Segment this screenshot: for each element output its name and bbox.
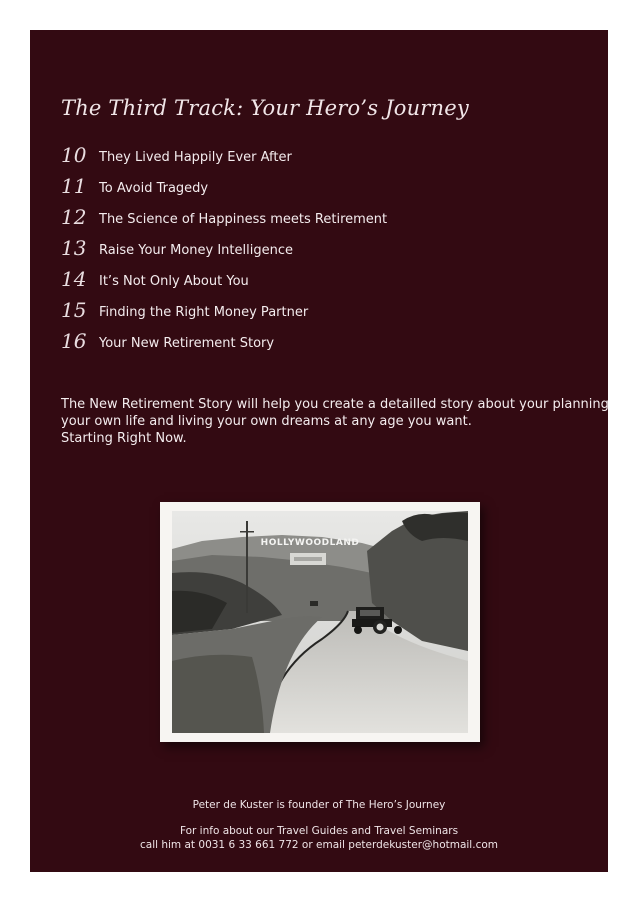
intro-line: Starting Right Now. xyxy=(61,431,187,446)
chapter-item xyxy=(61,235,387,266)
chapter-title: Finding the Right Money Partner xyxy=(99,305,309,320)
chapter-list xyxy=(61,142,387,359)
chapter-item xyxy=(61,142,387,173)
chapter-number: 14 xyxy=(61,266,87,291)
page-panel xyxy=(30,30,608,872)
chapter-title: To Avoid Tragedy xyxy=(99,181,209,196)
chapter-number: 15 xyxy=(61,297,87,322)
chapter-item xyxy=(61,328,387,359)
chapter-item xyxy=(61,204,387,235)
section-title: The Third Track: Your Hero’s Journey xyxy=(61,96,469,120)
chapter-title: It’s Not Only About You xyxy=(99,274,249,289)
photo-sign: HOLLYWOODLAND xyxy=(260,538,360,548)
intro-line: The New Retirement Story will help you create a detailled story about your planning xyxy=(61,397,609,412)
chapter-item xyxy=(61,173,387,204)
chapter-number: 13 xyxy=(61,235,87,260)
chapter-item xyxy=(61,266,387,297)
intro-paragraph xyxy=(61,396,609,447)
chapter-number: 12 xyxy=(61,204,87,229)
chapter-item xyxy=(61,297,387,328)
footer-info: For info about our Travel Guides and Travel Seminars xyxy=(179,825,459,837)
footer-founder: Peter de Kuster is founder of The Hero’s Journey xyxy=(192,799,446,811)
footer xyxy=(30,798,608,852)
chapter-number: 11 xyxy=(61,173,87,198)
photo-frame xyxy=(160,502,480,742)
chapter-title: The Science of Happiness meets Retirement xyxy=(99,212,388,227)
intro-line: your own life and living your own dreams at any age you want. xyxy=(61,414,472,429)
chapter-title: They Lived Happily Ever After xyxy=(99,150,292,165)
chapter-title: Raise Your Money Intelligence xyxy=(99,243,293,258)
hollywoodland-photo xyxy=(172,511,468,733)
footer-contact: call him at 0031 6 33 661 772 or email peterdekuster@hotmail.com xyxy=(139,839,498,851)
chapter-number: 10 xyxy=(61,142,87,167)
chapter-title: Your New Retirement Story xyxy=(99,336,275,351)
chapter-number: 16 xyxy=(61,328,87,353)
